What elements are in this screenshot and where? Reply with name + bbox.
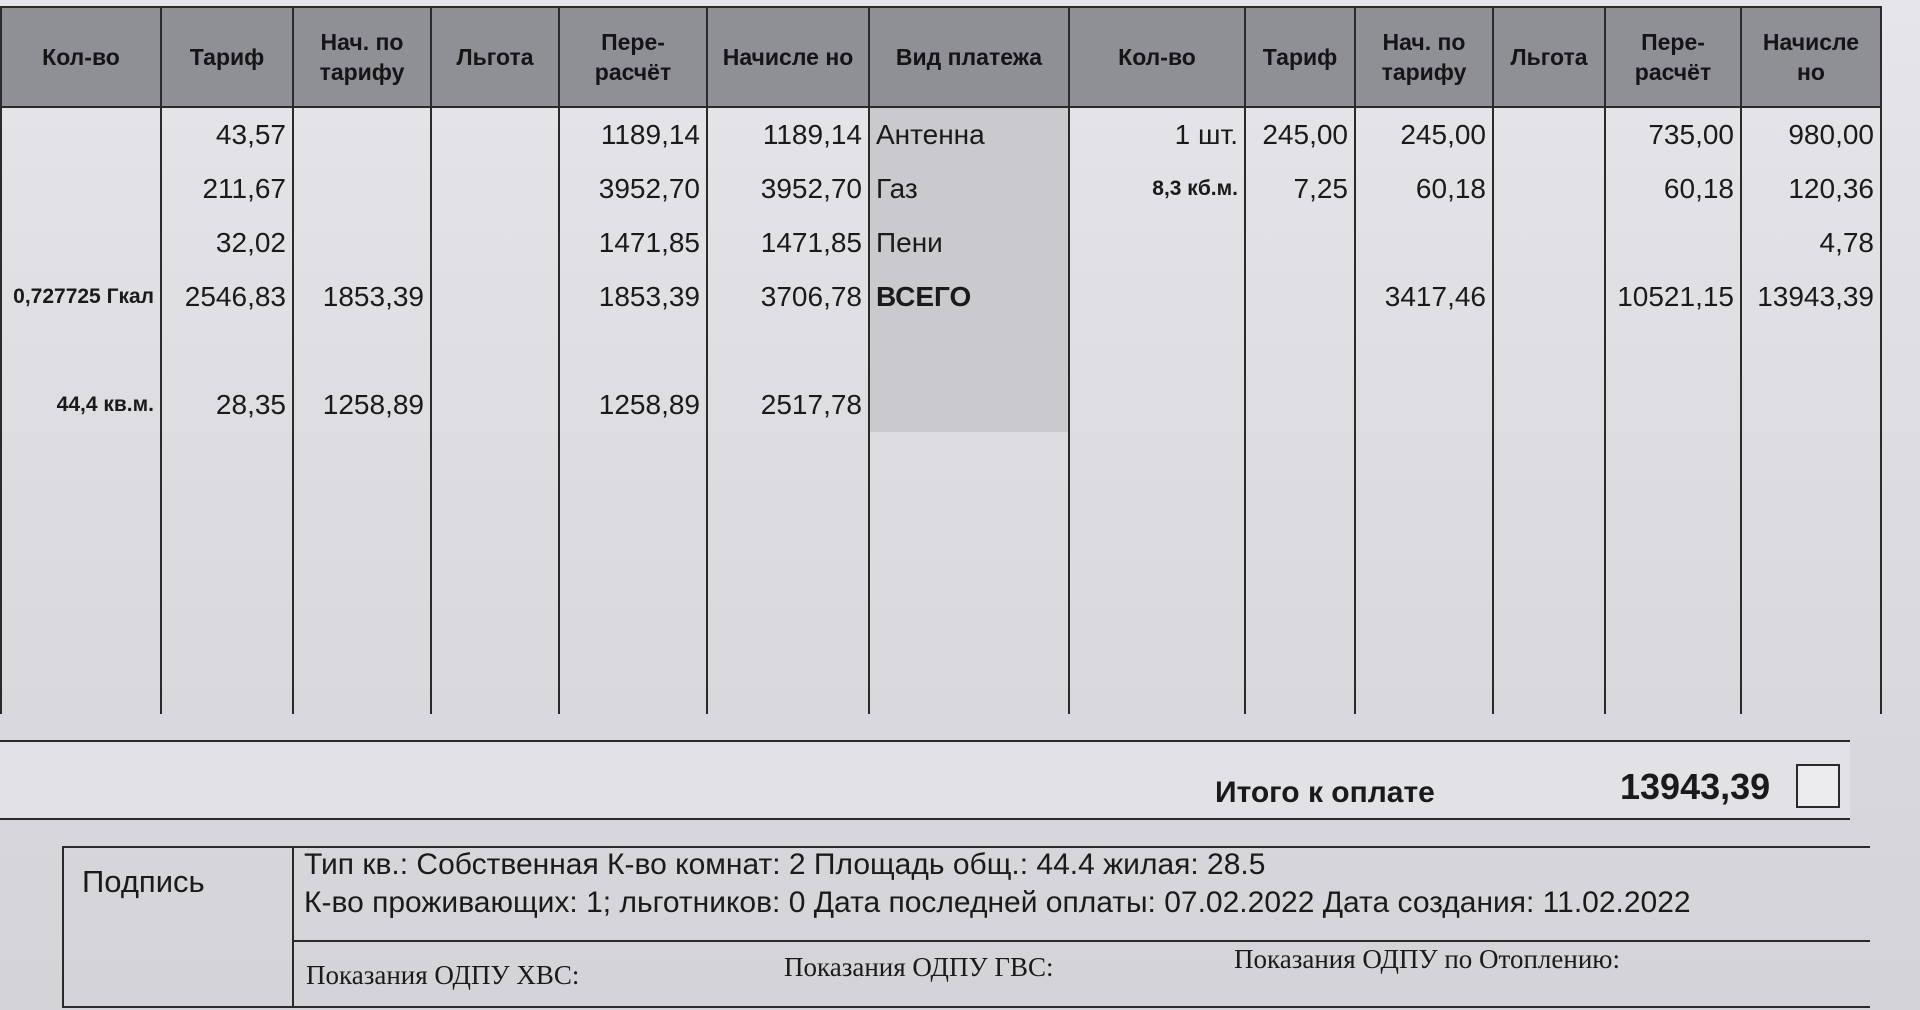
table-filler-row	[1, 432, 1881, 714]
cell	[1069, 270, 1245, 324]
table-row	[1, 162, 1881, 216]
cell: 1471,85	[559, 216, 707, 270]
cell: 3952,70	[559, 162, 707, 216]
table-row	[1, 216, 1881, 270]
cell	[1493, 216, 1605, 270]
cell	[1493, 324, 1605, 378]
cell: 3706,78	[707, 270, 869, 324]
cell: 1258,89	[559, 378, 707, 432]
cell: 120,36	[1741, 162, 1881, 216]
cell	[293, 162, 431, 216]
cell	[1355, 324, 1493, 378]
cell	[431, 378, 559, 432]
signature-cell	[64, 848, 294, 1006]
signature-label: Подпись	[82, 864, 205, 899]
cell	[1741, 324, 1881, 378]
cell: 13943,39	[1741, 270, 1881, 324]
cell	[1, 324, 161, 378]
total-label: Итого к оплате	[1215, 776, 1435, 809]
cell: 2546,83	[161, 270, 293, 324]
cell: 7,25	[1245, 162, 1355, 216]
cell	[1741, 378, 1881, 432]
cell	[1605, 378, 1741, 432]
cell	[1245, 378, 1355, 432]
table-row	[1, 378, 1881, 432]
header-charged-2: Начисле но	[1741, 7, 1881, 107]
cell	[293, 107, 431, 162]
header-payment-type: Вид платежа	[869, 7, 1069, 107]
cell: 4,78	[1741, 216, 1881, 270]
cell: 980,00	[1741, 107, 1881, 162]
total-band	[0, 740, 1850, 820]
cell	[1, 216, 161, 270]
header-benefit: Льгота	[431, 7, 559, 107]
cell-payment-type	[869, 378, 1069, 432]
odpu-heating-label: Показания ОДПУ по Отоплению:	[1234, 944, 1620, 974]
cell	[293, 216, 431, 270]
header-charged-by-tariff-2: Нач. по тарифу	[1355, 7, 1493, 107]
odpu-cold-water-label: Показания ОДПУ ХВС:	[306, 960, 580, 990]
cell: 1853,39	[293, 270, 431, 324]
cell: 1 шт.	[1069, 107, 1245, 162]
cell	[293, 324, 431, 378]
cell	[1245, 324, 1355, 378]
cell: 3417,46	[1355, 270, 1493, 324]
table-header-row	[1, 7, 1881, 107]
cell	[707, 324, 869, 378]
header-tariff: Тариф	[161, 7, 293, 107]
cell-payment-type-total: ВСЕГО	[869, 270, 1069, 324]
cell	[1355, 216, 1493, 270]
cell: 60,18	[1355, 162, 1493, 216]
cell	[1493, 107, 1605, 162]
cell	[559, 324, 707, 378]
cell: 1853,39	[559, 270, 707, 324]
cell: 1471,85	[707, 216, 869, 270]
cell: 8,3 кб.м.	[1069, 162, 1245, 216]
cell: 60,18	[1605, 162, 1741, 216]
cell: 245,00	[1245, 107, 1355, 162]
header-recalc-2: Пере-расчёт	[1605, 7, 1741, 107]
cell	[431, 324, 559, 378]
cell	[1493, 378, 1605, 432]
table-row	[1, 270, 1881, 324]
cell	[1245, 216, 1355, 270]
cell	[431, 107, 559, 162]
odpu-hot-water-label: Показания ОДПУ ГВС:	[784, 952, 1054, 982]
cell	[431, 270, 559, 324]
cell	[1069, 378, 1245, 432]
table-row	[1, 107, 1881, 162]
cell	[1493, 270, 1605, 324]
apartment-info-line: Тип кв.: Собственная К-во комнат: 2 Площадь общ.: 44.4 жилая: 28.5	[304, 848, 1266, 881]
charges-table	[0, 6, 1882, 714]
cell-payment-type: Антенна	[869, 107, 1069, 162]
cell	[1355, 378, 1493, 432]
cell: 43,57	[161, 107, 293, 162]
cell	[431, 162, 559, 216]
cell	[1, 162, 161, 216]
cell	[1245, 270, 1355, 324]
cell	[431, 216, 559, 270]
cell	[1069, 324, 1245, 378]
cell: 211,67	[161, 162, 293, 216]
header-charged: Начисле но	[707, 7, 869, 107]
cell: 44,4 кв.м.	[1, 378, 161, 432]
header-charged-by-tariff: Нач. по тарифу	[293, 7, 431, 107]
residents-info-line: К-во проживающих: 1; льготников: 0 Дата последней оплаты: 07.02.2022 Дата создания: 11.02.2022	[304, 886, 1691, 919]
header-recalc: Пере-расчёт	[559, 7, 707, 107]
odpu-divider	[292, 940, 1870, 942]
cell	[1069, 216, 1245, 270]
cell: 3952,70	[707, 162, 869, 216]
header-tariff-2: Тариф	[1245, 7, 1355, 107]
cell	[1493, 162, 1605, 216]
total-checkbox[interactable]	[1796, 764, 1840, 808]
cell	[161, 324, 293, 378]
cell: 32,02	[161, 216, 293, 270]
footer-info-block	[62, 846, 1870, 1008]
cell: 245,00	[1355, 107, 1493, 162]
cell: 2517,78	[707, 378, 869, 432]
cell-payment-type: Пени	[869, 216, 1069, 270]
cell: 1258,89	[293, 378, 431, 432]
cell-payment-type: Газ	[869, 162, 1069, 216]
cell	[1605, 324, 1741, 378]
cell: 1189,14	[707, 107, 869, 162]
cell: 28,35	[161, 378, 293, 432]
cell: 1189,14	[559, 107, 707, 162]
cell: 10521,15	[1605, 270, 1741, 324]
cell: 0,727725 Гкал	[1, 270, 161, 324]
header-qty-2: Кол-во	[1069, 7, 1245, 107]
header-qty: Кол-во	[1, 7, 161, 107]
total-value: 13943,39	[1620, 766, 1771, 807]
cell-payment-type	[869, 324, 1069, 378]
cell	[1, 107, 161, 162]
header-benefit-2: Льгота	[1493, 7, 1605, 107]
table-row	[1, 324, 1881, 378]
cell: 735,00	[1605, 107, 1741, 162]
cell	[1605, 216, 1741, 270]
